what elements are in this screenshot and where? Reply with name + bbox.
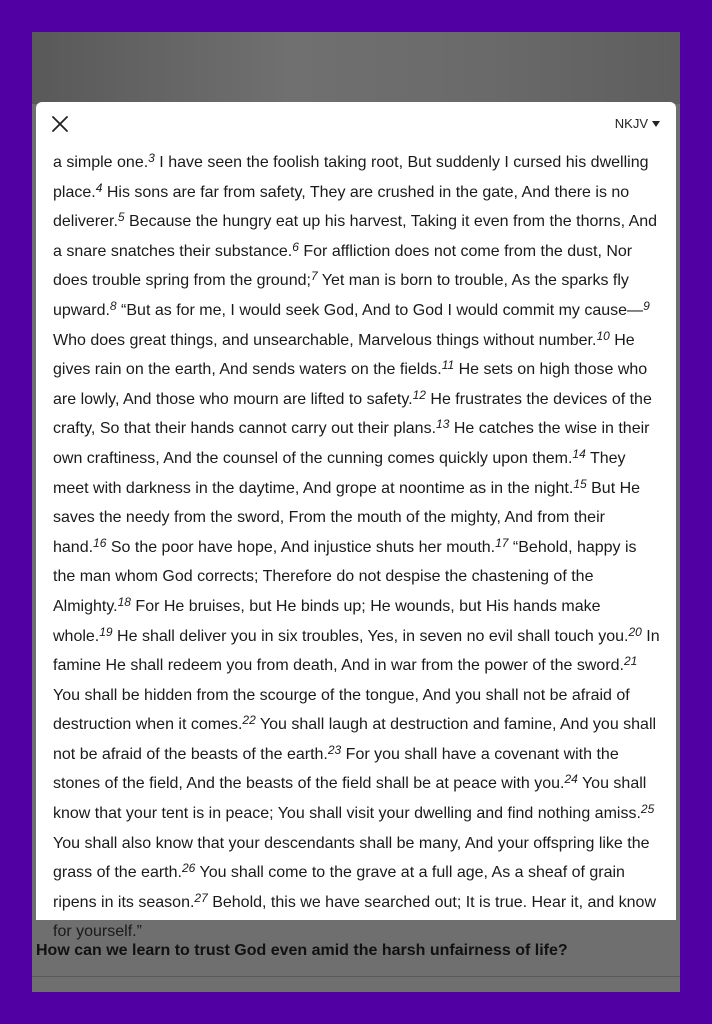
- verse-number: 27: [194, 890, 208, 905]
- verse-number: 26: [181, 861, 196, 876]
- verse-text: “But as for me, I would seek God, And to God I would commit my cause—: [116, 301, 644, 319]
- scripture-modal: [36, 102, 676, 941]
- verse-number: 15: [573, 476, 587, 491]
- verse-text: He gives rain on the earth, And sends waters on the fields.: [53, 331, 635, 379]
- verse-number: 17: [495, 535, 509, 550]
- verse-text: He catches the wise in their own craftiness, And the counsel of the cunning comes quickly upon them.: [53, 420, 650, 467]
- verse-number: 6: [292, 239, 299, 254]
- verse-number: 8: [109, 298, 117, 313]
- verse-number: 25: [640, 802, 655, 817]
- verse-text: So the poor have hope, And injustice shuts her mouth.: [106, 538, 496, 556]
- verse-text: You shall be hidden from the scourge of the tongue, And you shall not be afraid of destruction when it comes.: [53, 686, 630, 734]
- bible-version-label: NKJV: [614, 116, 648, 131]
- bible-version-dropdown[interactable]: [615, 116, 660, 131]
- verse-number: 23: [327, 742, 342, 757]
- verse-number: 21: [623, 654, 638, 669]
- verse-number: 7: [310, 269, 318, 284]
- verse-text: His sons are far from safety, They are crushed in the gate, And there is no deliverer.: [53, 183, 630, 231]
- verse-number: 18: [117, 594, 131, 609]
- divider: [32, 976, 680, 977]
- close-button[interactable]: [50, 114, 70, 134]
- verse-text: “Behold, happy is the man whom God corrects; Therefore do not despise the chastening of the Almighty.: [53, 538, 637, 615]
- verse-number: 9: [643, 298, 650, 313]
- verse-number: 19: [99, 624, 113, 639]
- verse-text: But He saves the needy from the sword, From the mouth of the mighty, And from their hand.: [53, 479, 641, 556]
- verse-number: 12: [412, 387, 426, 402]
- verse-number: 24: [564, 772, 578, 787]
- verse-text: For He bruises, but He binds up; He wounds, but His hands make whole.: [53, 597, 601, 645]
- modal-header: [36, 102, 676, 146]
- verse-text: I have seen the foolish taking root, But suddenly I cursed his dwelling place.: [53, 154, 649, 201]
- verse-text: Who does great things, and unsearchable, Marvelous things without number.: [53, 331, 597, 349]
- verse-text: You shall come to the grave at a full age, As a sheaf of grain ripens in its season.: [53, 864, 625, 911]
- verse-number: 5: [117, 210, 125, 225]
- verse-text: For you shall have a covenant with the stones of the field, And the beasts of the field shall be at peace with you.: [53, 745, 619, 793]
- verse-number: 4: [95, 180, 103, 195]
- verse-text: He sets on high those who are lowly, And those who mourn are lifted to safety.: [53, 361, 648, 408]
- verse-text: Behold, this we have searched out; It is true. Hear it, and know for yourself.”: [53, 893, 657, 941]
- verse-number: 3: [148, 151, 155, 165]
- verse-text: He frustrates the devices of the crafty, So that their hands cannot carry out their plans.: [53, 390, 652, 438]
- verse-number: 20: [628, 624, 642, 639]
- backdrop-hero-image: [32, 32, 680, 104]
- verse-number: 16: [93, 535, 107, 550]
- verse-text: For affliction does not come from the dust, Nor does trouble spring from the ground;: [53, 242, 633, 290]
- verse-text: Yet man is born to trouble, As the sparks fly upward.: [53, 272, 629, 319]
- verse-text: They meet with darkness in the daytime, And grope at noontime as in the night.: [53, 449, 626, 497]
- verse-text: You shall also know that your descendants shall be many, And your offspring like the grass of the earth.: [53, 834, 650, 882]
- verse-text: In famine He shall redeem you from death, And in war from the power of the sword.: [53, 627, 660, 675]
- verse-number: 11: [441, 358, 455, 373]
- close-icon: [50, 114, 70, 134]
- verse-text: You shall laugh at destruction and famine, And you shall not be afraid of the beasts of the earth.: [53, 716, 657, 763]
- discussion-question: How can we learn to trust God even amid the harsh unfairness of life?: [36, 942, 568, 959]
- verse-text: Because the hungry eat up his harvest, Taking it even from the thorns, And a snare snatches their substance.: [53, 213, 658, 260]
- verse-number: 10: [596, 328, 610, 343]
- scripture-passage: [53, 148, 661, 947]
- verse-text: He shall deliver you in six troubles, Yes, in seven no evil shall touch you.: [112, 627, 629, 645]
- verse-text: You shall know that your tent is in peace; You shall visit your dwelling and find nothing amiss.: [53, 775, 647, 823]
- verse-number: 22: [242, 713, 256, 728]
- caret-down-icon: [652, 121, 660, 127]
- verse-number: 13: [436, 417, 450, 432]
- passage-lead: a simple one.: [53, 154, 149, 171]
- verse-number: 14: [572, 446, 586, 461]
